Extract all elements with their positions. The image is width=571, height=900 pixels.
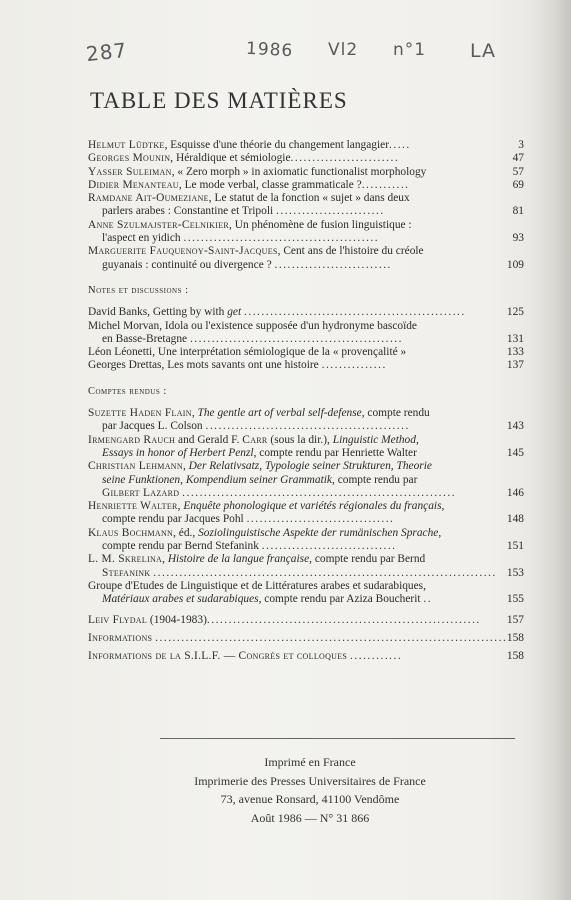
page-edge-shadow	[531, 0, 571, 900]
author: Didier Menanteau	[88, 178, 179, 191]
page-number: 157	[506, 613, 524, 626]
page-number: 137	[506, 359, 524, 372]
toc-entry[interactable]: Klaus Bochmann, éd., Soziolinguistische Aspekte der rumänischen Sprache, compte rendu par Bernd Stefanink ............................... 151	[88, 526, 524, 553]
page-number: 133	[506, 346, 524, 359]
divider	[160, 738, 515, 739]
handwritten-year: 1986	[245, 38, 294, 62]
toc-entry-obituary[interactable]: Leiv Flydal (1904-1983)............................................................... 157	[88, 613, 524, 626]
page-number: 145	[506, 446, 524, 459]
toc-entry[interactable]: Helmut Lüdtke, Esquisse d'une théorie du changement langagier..... 3	[88, 139, 524, 151]
page-number: 158	[506, 650, 524, 663]
toc-entry[interactable]: Anne Szulmajster-Celnikier, Un phénomène de fusion linguistique : l'aspect en yidich ............................................. 93	[88, 218, 524, 245]
author: Ramdane Ait-Oumeziane	[88, 192, 209, 205]
page-number: 148	[506, 513, 524, 526]
toc-entry[interactable]: Marguerite Fauquenoy-Saint-Jacques, Cent ans de l'histoire du créole guyanais : continuité ou divergence ? ........................... 109	[88, 245, 524, 271]
section-heading-notes: Notes et discussions :	[88, 284, 189, 296]
toc-entry[interactable]: Léon Léonetti, Une interprétation sémiologique de la « provençalité » 133	[88, 346, 524, 359]
section-heading-reviews: Comptes rendus :	[88, 385, 167, 397]
page-number: 47	[512, 152, 524, 165]
page-number: 81	[512, 205, 524, 218]
toc-entry[interactable]: Christian Lehmann, Der Relativsatz, Typologie seiner Strukturen, Theorie seine Funktionen, Kompendium seiner Grammatik, compte rendu par Gilbert Lazard ............................................................... 146	[88, 460, 524, 499]
author: Léon Léonetti	[88, 346, 153, 359]
handwritten-issue: n°1	[393, 40, 427, 60]
handwritten-volume: Vl2	[328, 40, 359, 60]
imprint	[140, 753, 480, 827]
toc-entry[interactable]: Michel Morvan, Idola ou l'existence supposée d'un hydronyme bascoïde en Basse-Bretagne ................................................. 131	[88, 319, 524, 345]
handwritten-mark: LA	[470, 40, 497, 62]
author: Helmut Lüdtke	[88, 139, 165, 151]
page-number: 153	[506, 566, 524, 579]
page-number: 155	[506, 593, 524, 606]
page-number: 131	[506, 332, 524, 345]
toc-entry[interactable]: Groupe d'Etudes de Linguistique et de Littératures arabes et sudarabiques, Matériaux arabes et sudarabiques, compte rendu par Aziza Boucherit .. 155	[88, 579, 524, 606]
toc-entry[interactable]: David Banks, Getting by with get ................................................... 125	[88, 306, 524, 319]
toc-entry[interactable]: Henriette Walter, Enquête phonologique et variétés régionales du français, compte rendu par Jacques Pohl .................................. 148	[88, 500, 524, 526]
toc-entry[interactable]: Georges Drettas, Les mots savants ont une histoire ............... 137	[88, 359, 524, 372]
page-number: 146	[506, 486, 524, 499]
page-number: 57	[512, 165, 524, 178]
page-number: 151	[506, 540, 524, 553]
page-number: 158	[506, 631, 524, 644]
toc-entry[interactable]: L. M. Skrelina, Histoire de la langue française, compte rendu par Bernd Stefanink ............................................................................... 153	[88, 553, 524, 579]
author: Georges Mounin	[88, 152, 171, 165]
author: Marguerite Fauquenoy-Saint-Jacques	[88, 245, 278, 258]
imprint-line: Août 1986 — N° 31 866	[250, 810, 370, 825]
imprint-line: Imprimerie des Presses Universitaires de France	[194, 773, 426, 788]
toc-entry-informations[interactable]: Informations ................................................................................. 158	[88, 631, 524, 644]
table-of-contents	[88, 139, 524, 663]
page-title: TABLE DES MATIÈRES	[90, 88, 348, 113]
toc-entry[interactable]: Didier Menanteau, Le mode verbal, classe grammaticale ?........... 69	[88, 178, 524, 191]
toc-entry[interactable]: Suzette Haden Flain, The gentle art of verbal self-defense, compte rendu par Jacques L. Colson ............................................... 143	[88, 407, 524, 433]
author: Yasser Suleiman	[88, 165, 172, 178]
author: Georges Drettas	[88, 359, 162, 372]
page-number: 125	[506, 306, 524, 319]
page-number: 3	[518, 139, 524, 151]
author: David Banks	[88, 306, 148, 319]
author: Michel Morvan	[88, 319, 160, 332]
handwritten-number: 287	[84, 37, 129, 67]
toc-entry[interactable]: Ramdane Ait-Oumeziane, Le statut de la fonction « sujet » dans deux parlers arabes : Constantine et Tripoli ......................... 81	[88, 192, 524, 218]
author: Anne Szulmajster-Celnikier	[88, 218, 230, 231]
toc-entry[interactable]: Irmengard Rauch and Gerald F. Carr (sous la dir.), Linguistic Method, Essays in honor of Herbert Penzl, compte rendu par Henriette Walter 145	[88, 433, 524, 459]
toc-entry[interactable]: Yasser Suleiman, « Zero morph » in axiomatic functionalist morphology 57	[88, 165, 524, 178]
imprint-line: Imprimé en France	[264, 755, 356, 769]
page-number: 69	[512, 178, 524, 191]
page-number: 109	[506, 258, 524, 271]
toc-entry[interactable]: Georges Mounin, Héraldique et sémiologie......................... 47	[88, 152, 524, 165]
page-number: 93	[512, 232, 524, 245]
toc-entry-silf[interactable]: Informations de la S.I.L.F. — Congrès et colloques ............ 158	[88, 650, 524, 663]
imprint-line: 73, avenue Ronsard, 41100 Vendôme	[220, 792, 400, 806]
page-number: 143	[506, 420, 524, 433]
